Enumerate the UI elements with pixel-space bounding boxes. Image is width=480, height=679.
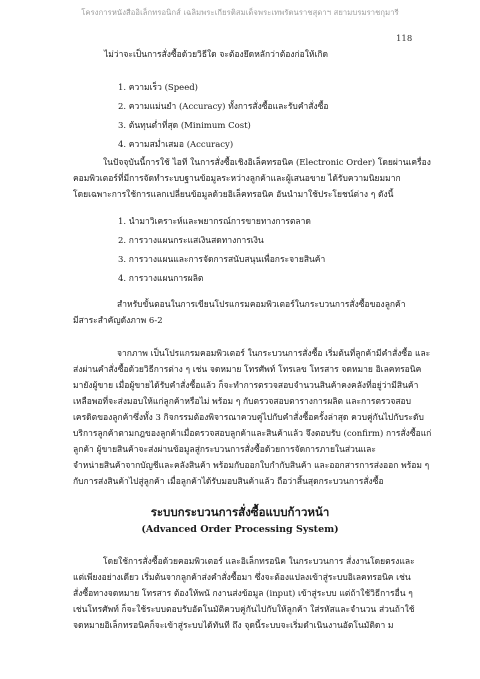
paragraph-line: ส่งผ่านคำสั่งซื้อด้วยวิธีการต่าง ๆ เช่น จดหมาย โทรศัพท์ โทรเลข โทรสาร จดหมาย อิเลคทรอนิค	[73, 365, 422, 375]
paragraph-line: โดยใช้การสั่งซื้อด้วยคอมพิวเตอร์ และอิเล็กทรอนิค ในกระบวนการ สั่งงานโดยตรงและ	[103, 557, 415, 567]
paragraph-line: บริการลูกค้าตามกฎของลูกค้าเมื่อตรวจสอบลูกค้าและสินค้าแล้ว จึงตอบรับ (confirm) การสั่งซื้อแก่	[73, 429, 432, 439]
paragraph-line: มีสาระสำคัญดังภาพ 6-2	[73, 316, 163, 326]
paragraph-line: เช่นโทรศัพท์ ก็จะใช้ระบบตอบรับอัตโนมัติควบคู่กันไปกับให้ลูกค้า ใส่รหัสและจำนวน ส่วนถ้าใช้	[73, 605, 415, 615]
intro-line: ไม่ว่าจะเป็นการสั่งซื้อด้วยวิธีใด จะต้องยึดหลักว่าต้องก่อให้เกิด	[104, 50, 329, 60]
paragraph-line: กับการส่งสินค้าไปสู่ลูกค้า เมื่อลูกค้าได้รับมอบสินค้าแล้ว ถือว่าสิ้นสุดกระบวนการสั่งซื้อ	[73, 477, 384, 487]
paragraph-line: ลูกค้า ผู้ขายสินค้าจะส่งผ่านข้อมูลสู่กระบวนการสั่งซื้อด้วยการจัดการภายในส่วนและ	[73, 445, 376, 455]
section-title: ระบบกระบวนการสั่งซื้อแบบก้าวหน้า	[150, 505, 330, 519]
paragraph-line: จำหน่ายสินค้าจากบัญชีและคลังสินค้า พร้อมกับออกใบกำกับสินค้า และออกสารการส่งออก พร้อม ๆ	[73, 461, 430, 471]
paragraph-line: สำหรับขั้นตอนในการเขียนโปรแกรมคอมพิวเตอร์ในกระบวนการสั่งซื้อของลูกค้า	[117, 300, 406, 310]
list-item: 2. ความแม่นยำ (Accuracy) ทั้งการสั่งซื้อและรับคำสั่งซื้อ	[118, 102, 329, 112]
paragraph-line: จากภาพ เป็นโปรแกรมคอมพิวเตอร์ ในกระบวนการสั่งซื้อ เริ่มต้นที่ลูกค้ามีคำสั่งซื้อ และ	[117, 349, 431, 359]
running-header: โครงการหนังสืออิเล็กทรอนิกส์ เฉลิมพระเกียรติสมเด็จพระเทพรัตนราชสุดาฯ สยามบรมราชกุมารี	[81, 8, 399, 17]
page-number: 118	[396, 34, 413, 44]
list-item: 3. การวางแผนและการจัดการสนับสนุนเพื่อกระจายสินค้า	[118, 255, 326, 265]
list-item: 2. การวางแผนกระแสเงินสดทางการเงิน	[118, 236, 264, 246]
paragraph-line: โดยเฉพาะการใช้การแลกเปลี่ยนข้อมูลด้วยอิเล็คทรอนิค อันนำมาใช้ประโยชน์ต่าง ๆ ดังนี้	[73, 190, 394, 200]
paragraph	[73, 297, 406, 329]
list-item: 4. การวางแผนการผลิต	[118, 274, 204, 284]
list-item: 1. ความเร็ว (Speed)	[118, 83, 198, 93]
paragraph-line: คอมพิวเตอร์ที่มีการจัดทำระบบฐานข้อมูลระหว่างลูกค้าและผู้เสนอขาย ได้รับความนิยมมาก	[73, 174, 401, 184]
paragraph-line: สั่งซื้อทางจดหมาย โทรสาร ต้องให้พนั กงานส่งข้อมูล (input) เข้าสู่ระบบ แต่ถ้าใช้วิธีการอื่น ๆ	[73, 589, 413, 599]
section-subtitle: (Advanced Order Processing System)	[141, 524, 339, 535]
paragraph	[73, 554, 415, 634]
paragraph-line: ในปัจจุบันนี้การใช้ ไอที ในการสั่งซื้อเชิงอิเล็คทรอนิค (Electronic Order) โดยผ่านเครื่อง	[103, 158, 431, 168]
paragraph	[73, 155, 431, 203]
paragraph-line: เหลือพอที่จะส่งมอบให้แก่ลูกค้าหรือไม่ พร้อม ๆ กับตรวจสอบตารางการผลิต และการตรวจสอบ	[73, 397, 412, 407]
paragraph-line: มายังผู้ขาย เมื่อผู้ขายได้รับคำสั่งซื้อแล้ว ก็จะทำการตรวจสอบจำนวนสินค้าคงคลังที่อยู่ว่ามีสินค้า	[73, 381, 419, 391]
paragraph	[73, 346, 431, 490]
paragraph-line: จดหมายอิเล็กทรอนิคก็จะเข้าสู่ระบบได้ทันที ถึง จุดนี้ระบบจะเริ่มดำเนินงานอัตโนมัติดา ม	[73, 621, 394, 631]
paragraph-line: แต่เพียงอย่างเดียว เริ่มต้นจากลูกค้าส่งคำสั่งซื้อมา ซึ่งจะต้องแปลงเข้าสู่ระบบอิเลคทรอนิค เช่น	[73, 573, 411, 583]
list-item: 3. ต้นทุนต่ำที่สุด (Minimum Cost)	[118, 121, 251, 131]
list-item: 1. นำมาวิเคราะห์และพยากรณ์การขายทางการตลาด	[118, 217, 311, 227]
list-item: 4. ความสม่ำเสมอ (Accuracy)	[118, 140, 234, 150]
paragraph-line: เครดิตของลูกค้าซึ่งทั้ง 3 กิจกรรมต้องพิจารณาควบคู่ไปกับคำสั่งซื้อครั้งล่าสุด ควบคู่กันไปกับระดับ	[73, 413, 424, 423]
